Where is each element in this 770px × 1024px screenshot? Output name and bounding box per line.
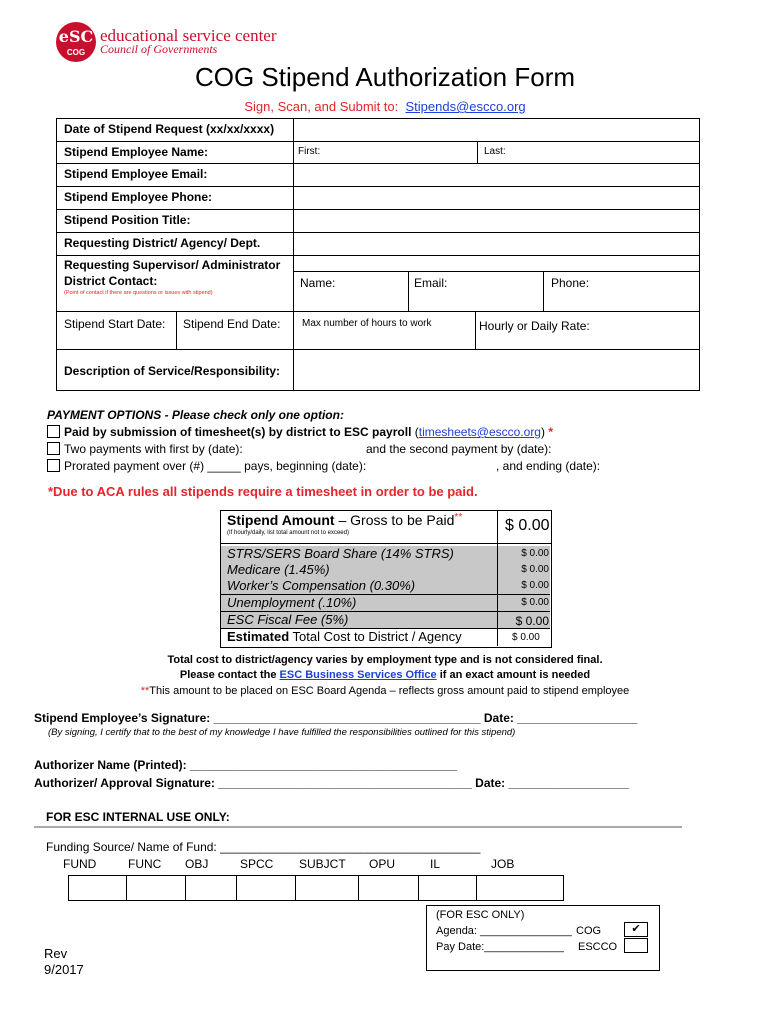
amount-note: (If hourly/daily, list total amount not to exceed) xyxy=(227,530,349,536)
contact-name-field[interactable]: Name: xyxy=(300,276,336,290)
contact-phone-field[interactable]: Phone: xyxy=(551,276,590,290)
esc-logo-icon: eSC COG xyxy=(56,22,96,62)
fund-column-header: OBJ xyxy=(185,857,209,871)
contact-note: (Point of contact if there are questions or issues with stipend) xyxy=(64,290,213,296)
agenda-field[interactable]: Agenda: _______________ xyxy=(436,925,572,937)
fund-column-header: FUNC xyxy=(128,857,162,871)
amount-row-value: $ 0.00 xyxy=(521,580,549,591)
submit-instructions: Sign, Scan, and Submit to: Stipends@escco.org xyxy=(244,99,526,114)
second-payment-label: and the second payment by (date): xyxy=(366,442,552,456)
stipend-amount-value[interactable]: $ 0.00 xyxy=(505,517,550,534)
ending-date-label: , and ending (date): xyxy=(496,459,601,473)
rev-label: Rev xyxy=(44,946,68,961)
cog-checkbox[interactable]: ✔ xyxy=(624,922,648,937)
position-title-label: Stipend Position Title: xyxy=(64,213,191,227)
board-agenda-note: **This amount to be placed on ESC Board Agenda – reflects gross amount paid to stipend employee xyxy=(140,685,630,697)
internal-divider xyxy=(34,826,682,828)
date-request-label: Date of Stipend Request (xx/xx/xxxx) xyxy=(64,122,275,136)
max-hours-field[interactable]: Max number of hours to work xyxy=(302,318,432,329)
escco-checkbox[interactable] xyxy=(624,938,648,953)
district-contact-label: District Contact: xyxy=(64,274,158,288)
two-payments-checkbox[interactable] xyxy=(47,442,60,455)
funding-source-line[interactable]: Funding Source/ Name of Fund: _______________________________________ xyxy=(46,840,481,854)
amount-row-label: Worker’s Compensation (0.30%) xyxy=(227,578,416,593)
timesheets-email-link[interactable]: timesheets@escco.org xyxy=(418,425,541,439)
fund-column-header: SPCC xyxy=(240,857,274,871)
fund-column-header: OPU xyxy=(369,857,396,871)
prorated-checkbox[interactable] xyxy=(47,459,60,472)
employee-email-label: Stipend Employee Email: xyxy=(64,167,208,181)
fund-column-header: JOB xyxy=(491,857,515,871)
escco-label: ESCCO xyxy=(578,941,618,953)
cost-note: Total cost to district/agency varies by employment type and is not considered final. xyxy=(167,654,603,666)
start-date-field[interactable]: Stipend Start Date: xyxy=(64,317,166,331)
rate-field[interactable]: Hourly or Daily Rate: xyxy=(479,319,590,333)
authorizer-signature-line[interactable]: Authorizer/ Approval Signature: ______________________________________ Date: __________________ xyxy=(34,776,629,790)
amount-row-label: STRS/SERS Board Share (14% STRS) xyxy=(227,546,454,561)
esc-only-label: (FOR ESC ONLY) xyxy=(436,909,525,921)
description-label: Description of Service/Responsibility: xyxy=(64,364,281,378)
payment-heading: PAYMENT OPTIONS - Please check only one option: xyxy=(47,408,344,422)
payment-option-prorated[interactable]: Prorated payment over (#) _____ pays, beginning (date): xyxy=(47,459,366,473)
contact-email-field[interactable]: Email: xyxy=(414,276,448,290)
logo-org-name: educational service center xyxy=(100,26,277,45)
fund-column-header: FUND xyxy=(63,857,97,871)
payment-option-two[interactable]: Two payments with first by (date): xyxy=(47,442,243,456)
amount-row-label: Unemployment (.10%) xyxy=(227,595,357,610)
page-title: COG Stipend Authorization Form xyxy=(194,62,576,92)
amount-row-label: Medicare (1.45%) xyxy=(227,562,330,577)
payment-option-timesheet[interactable]: Paid by submission of timesheet(s) by district to ESC payroll (timesheets@escco.org) * xyxy=(47,425,553,439)
end-date-field[interactable]: Stipend End Date: xyxy=(183,317,281,331)
total-cost-value: $ 0.00 xyxy=(512,632,540,643)
amount-row-value: $ 0.00 xyxy=(515,614,549,628)
authorizer-name-line[interactable]: Authorizer Name (Printed): ________________________________________ xyxy=(34,758,457,772)
stipends-email-link[interactable]: Stipends@escco.org xyxy=(405,99,526,114)
total-cost-label: Estimated Total Cost to District / Agency xyxy=(227,629,462,644)
cog-label: COG xyxy=(576,925,602,937)
aca-notice: *Due to ACA rules all stipends require a timesheet in order to be paid. xyxy=(48,484,478,499)
employee-phone-label: Stipend Employee Phone: xyxy=(64,190,213,204)
rev-date: 9/2017 xyxy=(44,962,84,977)
certify-note: (By signing, I certify that to the best of my knowledge I have fulfilled the responsibilities outlined for this stipend) xyxy=(48,727,516,738)
fund-column-header: SUBJCT xyxy=(299,857,346,871)
logo-sub-name: Council of Governments xyxy=(100,42,218,56)
requesting-supervisor-label: Requesting Supervisor/ Administrator xyxy=(64,258,281,272)
timesheet-checkbox[interactable] xyxy=(47,425,60,438)
fund-code-table[interactable] xyxy=(68,875,564,901)
stipend-amount-label: Stipend Amount – Gross to be Paid** xyxy=(227,512,463,528)
amount-row-value: $ 0.00 xyxy=(521,564,549,575)
amount-row-label: ESC Fiscal Fee (5%) xyxy=(227,612,349,627)
business-office-link[interactable]: ESC Business Services Office xyxy=(279,669,437,681)
requesting-district-label: Requesting District/ Agency/ Dept. xyxy=(64,236,261,250)
internal-heading: FOR ESC INTERNAL USE ONLY: xyxy=(46,810,230,824)
employee-signature-line[interactable]: Stipend Employee’s Signature: ________________________________________ Date: __________________ xyxy=(34,711,638,725)
fund-column-header: IL xyxy=(430,857,441,871)
first-name-field[interactable]: First: xyxy=(298,146,321,157)
last-name-field[interactable]: Last: xyxy=(484,146,506,157)
pay-date-field[interactable]: Pay Date:_____________ xyxy=(436,941,564,953)
amount-row-value: $ 0.00 xyxy=(521,597,549,608)
contact-note-line: Please contact the ESC Business Services Office if an exact amount is needed xyxy=(179,669,591,681)
amount-row-value: $ 0.00 xyxy=(521,548,549,559)
employee-name-label: Stipend Employee Name: xyxy=(64,145,209,159)
